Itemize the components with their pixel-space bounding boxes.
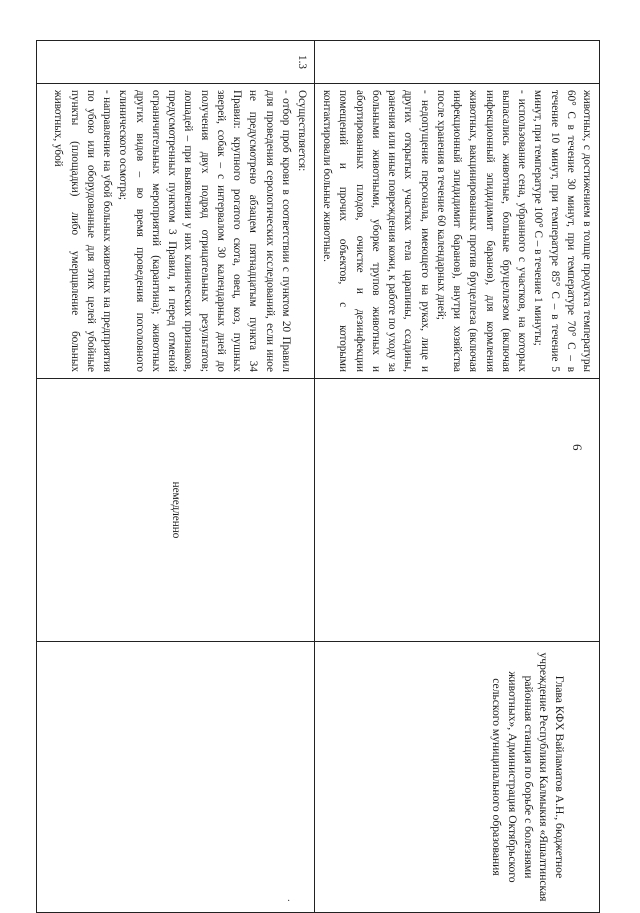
- measure-text-cell: [315, 84, 600, 379]
- measure-text-cell: [37, 84, 315, 379]
- responsible-cell: [315, 642, 600, 913]
- measure-paragraph: - направление на убой больных животных на предприятия по убою или оборудованные для этих целей убойные пункты (площадки) либо умерщвление больных животных, убой: [52, 90, 114, 372]
- measure-paragraph: - использование сена, убранного с участков, на которых выпасались животные, больные бруцеллезом (включая инфекционный эпидидимит баранов), для кормления животных, вакцинированных против бруцеллеза (включая инфекционный эпидидимит баранов), внутри хозяйства после хранения в течение 60 календарных дней;: [434, 90, 529, 372]
- deadline-cell: [315, 379, 600, 642]
- footer-mark: ·: [287, 896, 291, 907]
- responsible-text: Глава КФХ Вайламатов А.Н., бюджетное учреждение Республики Калмыкия «Яшалтинская районная станция по борьбе с болезнями животных», Администрация Октябрьского сельского муниципального образования: [490, 652, 566, 902]
- responsible-cell: [37, 642, 315, 913]
- row-number-cell: [315, 41, 600, 84]
- measure-paragraph: Осуществляется:: [296, 90, 309, 172]
- measures-table: [36, 40, 600, 913]
- deadline-cell: [37, 379, 315, 642]
- row-number: 1.3: [296, 55, 309, 69]
- measure-paragraph: - недопущение персонала, имеющего на руках, лице и других открытых участках тела царапины, ссадины, ранения или иные повреждения кожи, к работе по уходу за больными животными, уборке трупов животных и абортированных плодов, очистке и дезинфекции помещений и прочих объектов, с которыми контактировали больные животные.: [321, 90, 431, 372]
- measure-paragraph: животных, с достижением в толще продукта температуры 60° С в течение 30 минут, при температуре 70° С – в течение 10 минут, при температуре 85° С – в течение 5 минут, при температуре 100° С – в течение 1 минуты;: [532, 90, 593, 372]
- page-number: 6: [570, 444, 585, 451]
- table-row: [315, 41, 600, 913]
- table-row: [37, 41, 315, 913]
- deadline-text: немедленно: [169, 481, 182, 539]
- measure-paragraph: - отбор проб крови в соответствии с пунктом 20 Правил для проведения серологических исследований, если иное не предусмотрено абзацем пятнадцатым пункта 34 Правил: крупного рогатого скота, овец, коз, пушных зверей, собак – с интервалом 30 календарных дней до получения двух подряд отрицательных результатов; лошадей – при выявлении у них клинических признаков, предусмотренных пунктом 3 Правил, и перед отменой ограничительных мероприятий (карантина); животных других видов – во время проведения поголовного клинического осмотра;: [117, 90, 292, 372]
- rotated-table-container: [52, 40, 600, 902]
- row-number-cell: [37, 41, 315, 84]
